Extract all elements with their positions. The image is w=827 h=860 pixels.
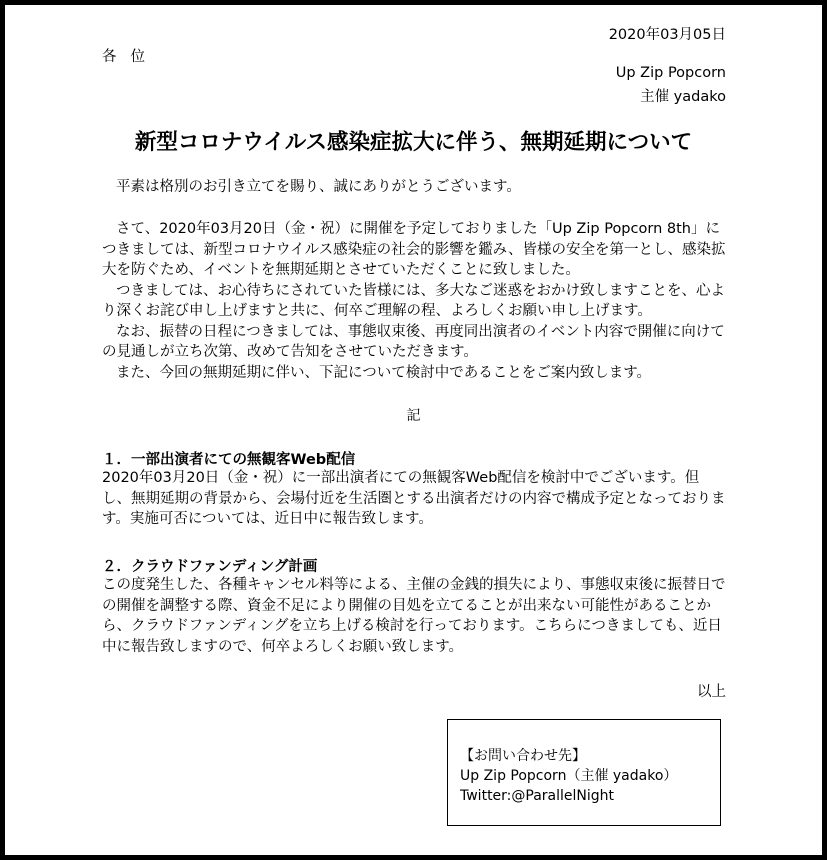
- greeting-text: 平素は格別のお引き立てを賜り、誠にありがとうございます。: [116, 179, 521, 195]
- closing-mark: 以上: [697, 684, 726, 700]
- contact-box: [447, 719, 721, 826]
- ki-marker: 記: [406, 408, 421, 424]
- section-body-web-streaming: 2020年03月20日（金・祝）に一部出演者にての無観客Web配信を検討中でございます。但し、無期延期の背景から、会場付近を生活圏とする出演者だけの内容で構成予定となっております。実施可否については、近日中に報告致します。: [102, 470, 726, 527]
- section-heading-crowdfunding: ２．クラウドファンディング計画: [102, 559, 318, 575]
- paragraph: また、今回の無期延期に伴い、下記について検討中であることをご案内致します。: [116, 364, 652, 381]
- notice-page: [5, 5, 822, 855]
- greeting-paragraph: [102, 177, 727, 198]
- paragraph: さて、2020年03月20日（金・祝）に開催を予定しておりました「Up Zip Popcorn 8th」につきましては、新型コロナウイルス感染症の社会的影響を鑑み、皆様の安全を第一とし、感染拡大を防ぐため、イベントを無期延期とさせていただくことに致しました。: [102, 221, 726, 278]
- addressee: 各位: [102, 49, 159, 65]
- contact-twitter: Twitter:@ParallelNight: [460, 788, 615, 804]
- paragraph: つきましては、お心待ちにされていた皆様には、多大なご迷惑をおかけ致しますことを、心より深くお詫び申し上げますと共に、何卒ご理解の程、よろしくお願い申し上げます。: [102, 282, 725, 319]
- contact-name: Up Zip Popcorn（主催 yadako）: [460, 768, 678, 784]
- host-name: 主催 yadako: [640, 89, 726, 105]
- organizer-name: Up Zip Popcorn: [615, 65, 726, 81]
- paragraph: なお、振替の日程につきましては、事態収束後、再度同出演者のイベント内容で開催に向けての見通しが立ち次第、改めて告知をさせていただきます。: [102, 323, 725, 360]
- page-title: 新型コロナウイルス感染症拡大に伴う、無期延期について: [134, 130, 693, 155]
- section-heading-web-streaming: １．一部出演者にての無観客Web配信: [102, 452, 356, 468]
- section-body-crowdfunding: この度発生した、各種キャンセル料等による、主催の金銭的損失により、事態収束後に振替日での開催を調整する際、資金不足により開催の目処を立てることが出来ない可能性があることから、クラウドファンディングを立ち上げる検討を行っております。こちらにつきましても、近日中に報告致しますので、何卒よろしくお願い致します。: [102, 577, 726, 655]
- contact-label: 【お問い合わせ先】: [460, 748, 586, 764]
- announcement-body: [102, 219, 727, 383]
- document-date: 2020年03月05日: [608, 27, 726, 43]
